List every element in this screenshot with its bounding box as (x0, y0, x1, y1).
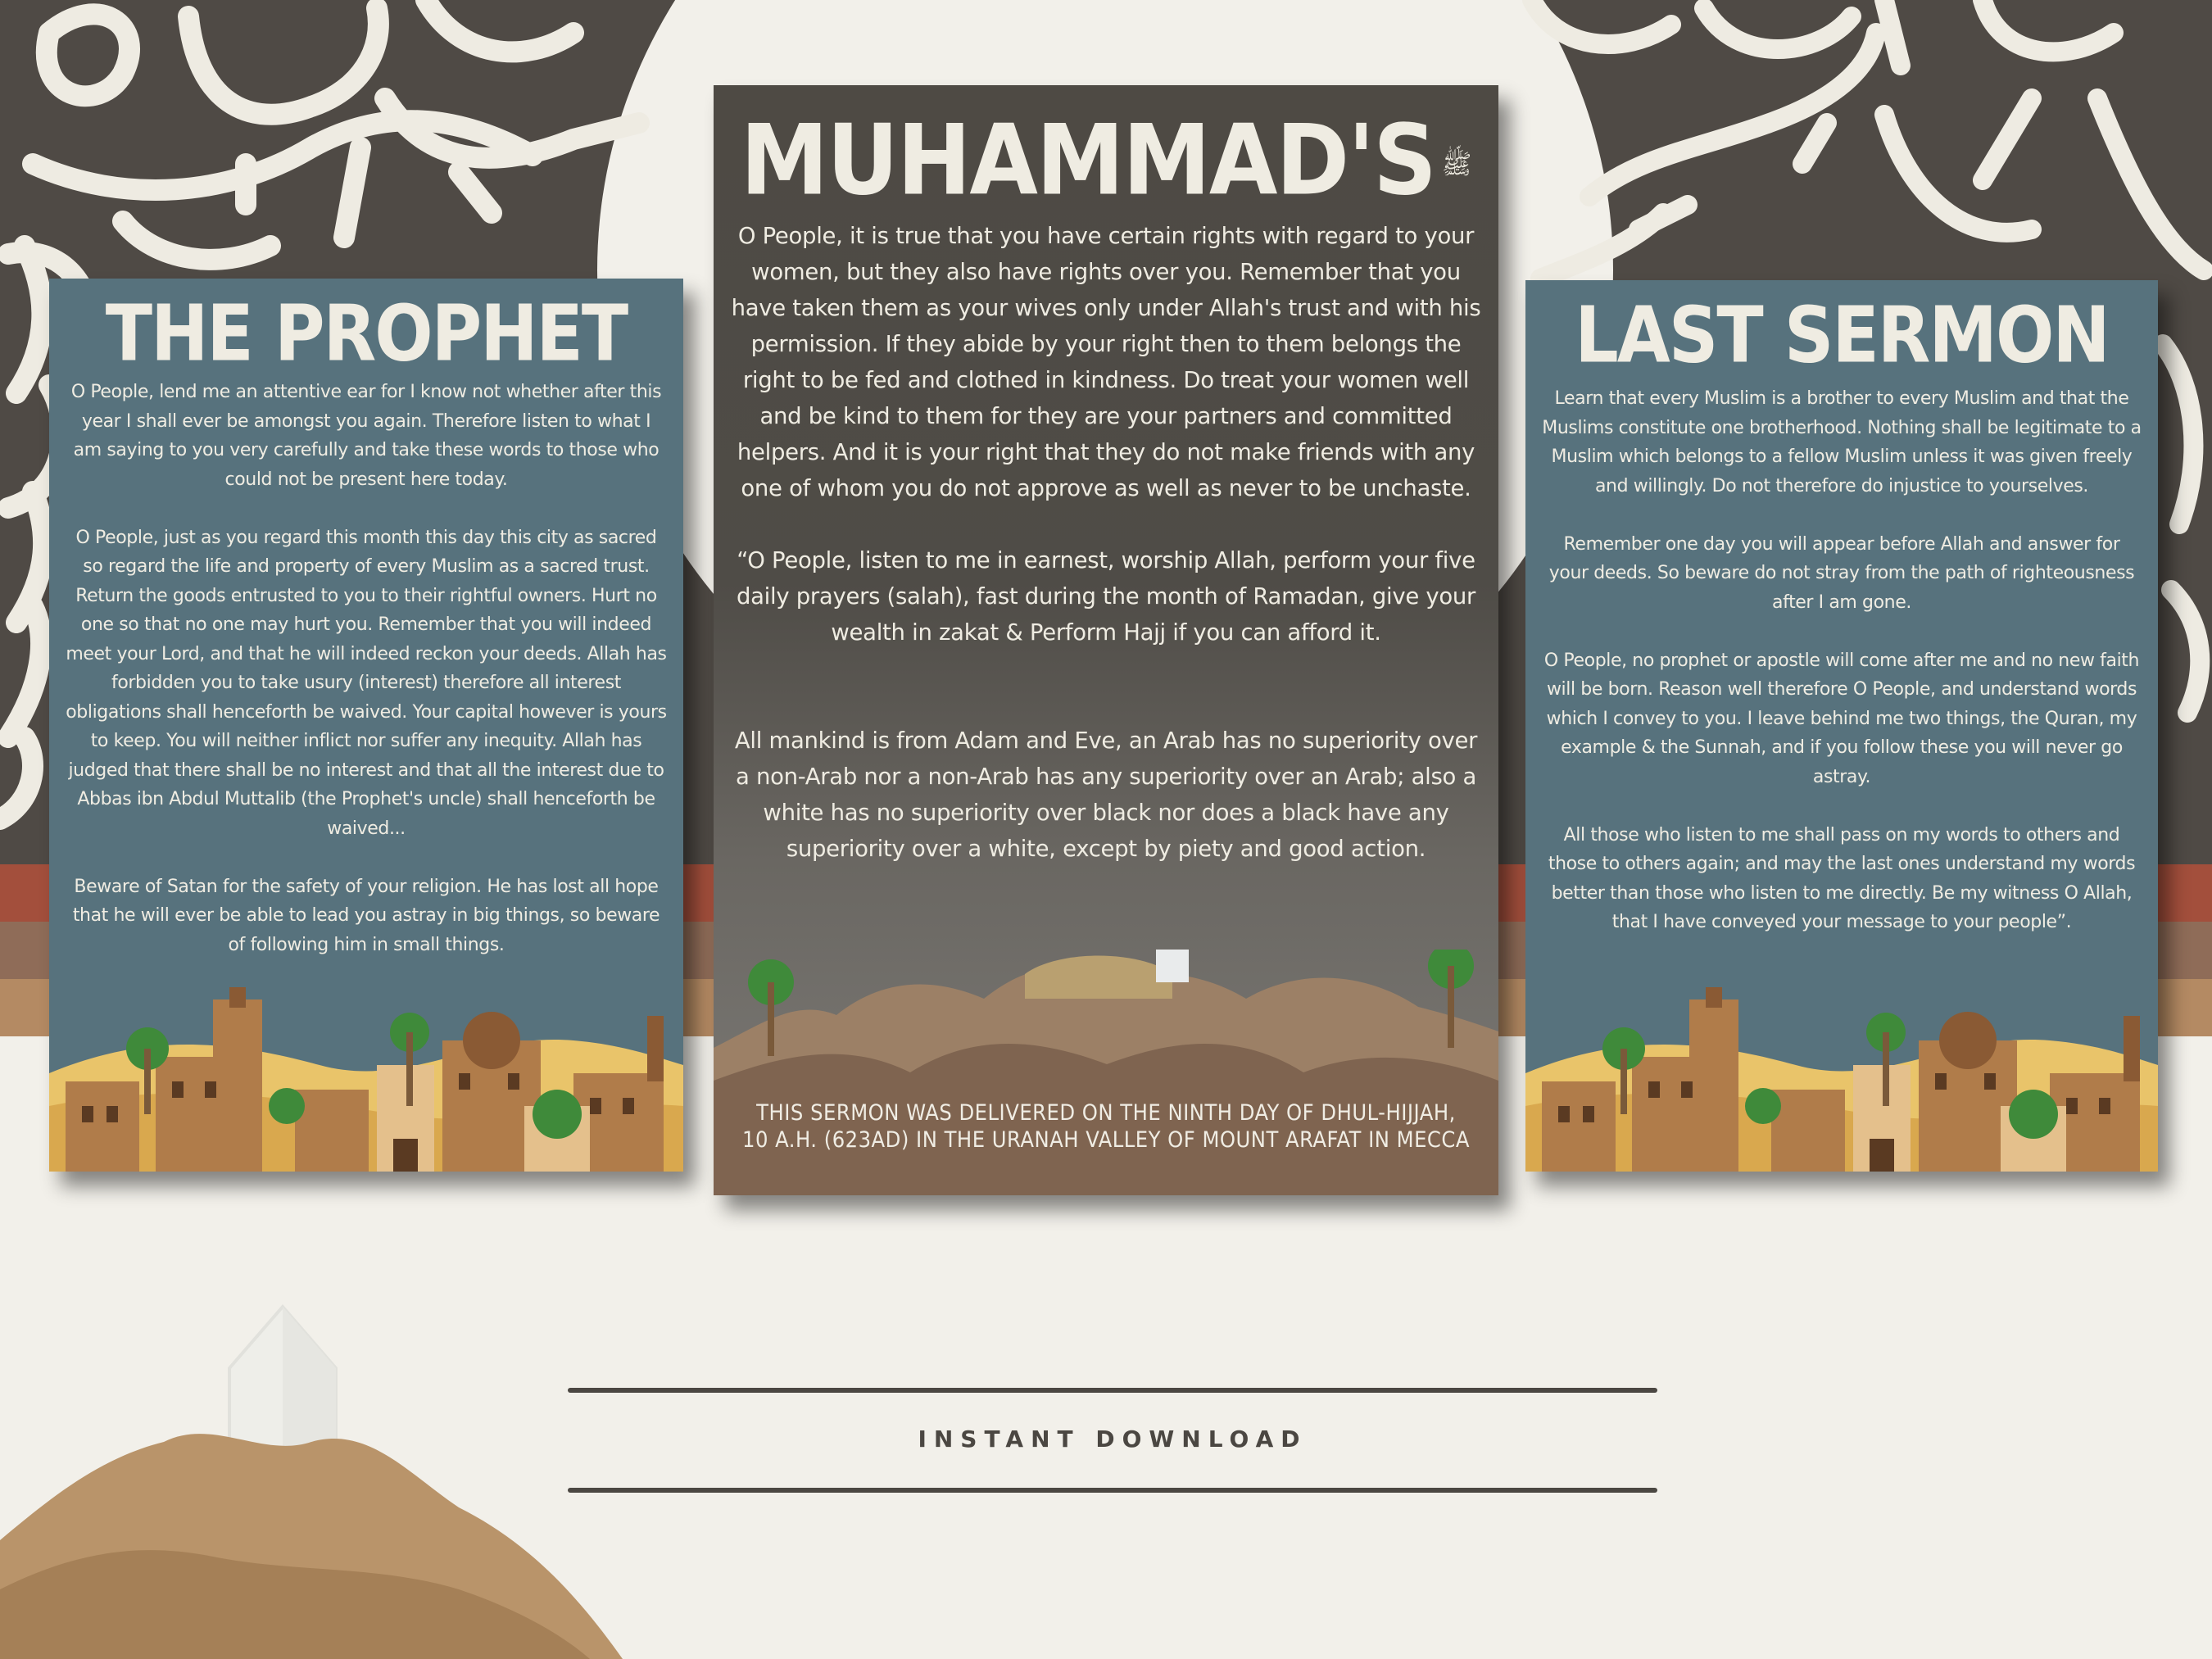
left-poster (49, 279, 683, 1172)
center-paragraph: O People, it is true that you have certain rights with regard to your women, but they also have rights over you. Remember that you have taken them as your wives only under Allah's trust and with his permission. If they abide by your right then to them belongs the right to be fed and clothed in kindness. Do treat your women well and be kind to them for they are your partners and committed helpers. And it is your right that they do not make friends with any one of whom you do not approve as well as never to be unchaste. (731, 223, 1481, 501)
right-paragraph: Learn that every Muslim is a brother to every Muslim and that the Muslims constitute one brotherhood. Nothing shall be legitimate to a Muslim which belongs to a fellow Muslim unless it was given freely and willingly. Do not therefore do injustice to yourselves. (1542, 388, 2142, 496)
right-paragraph: O People, no prophet or apostle will come after me and no new faith will be born. Reason well therefore O People, and understand words which I convey to you. I leave behind me two things, the Quran, my example & the Sunnah, and if you follow these you will never go astray. (1543, 650, 2140, 787)
right-paragraph: All those who listen to me shall pass on my words to others and those to others again; and may the last ones understand my words better than those who listen to me directly. Be my witness O Allah, that I have conveyed your message to your people”. (1548, 824, 2136, 932)
center-poster (714, 85, 1498, 1195)
mountain-obelisk-icon (0, 1294, 737, 1659)
instant-download-label: INSTANT DOWNLOAD (918, 1426, 1308, 1453)
footnote-line: THIS SERMON WAS DELIVERED ON THE NINTH DAY OF DHUL-HIJJAH, (756, 1100, 1456, 1126)
right-poster-body (1542, 384, 2142, 966)
desert-town-icon (1525, 983, 2158, 1172)
center-paragraph: All mankind is from Adam and Eve, an Arab has no superiority over a non-Arab nor a non-Arab has any superiority over an Arab; also a white has no superiority over black nor does a black have any superiority over a white, except by piety and good action. (734, 728, 1478, 862)
center-poster-title (714, 105, 1498, 218)
right-poster (1525, 280, 2158, 1172)
right-paragraph: Remember one day you will appear before Allah and answer for your deeds. So beware do not stray from the path of righteousness after I am gone. (1548, 533, 2135, 613)
honorific-mark: ﷺ (1441, 148, 1472, 180)
desert-town-icon (49, 983, 683, 1172)
divider-bottom (568, 1488, 1657, 1493)
center-paragraph: “O People, listen to me in earnest, worship Allah, perform your five daily prayers (salah), fast during the month of Ramadan, give your wealth in zakat & Perform Hajj if you can afford it. (736, 547, 1476, 646)
left-poster-title: THE PROPHET (105, 288, 628, 378)
right-poster-title: LAST SERMON (1575, 290, 2109, 380)
divider-top (568, 1388, 1657, 1393)
left-poster-body (66, 378, 667, 989)
left-paragraph: O People, just as you regard this month this day this city as sacred so regard the life and property of every Muslim as a sacred trust. Return the goods entrusted to you to their rightful owners. Hurt no one so that no one may hurt you. Remember that you will indeed meet your Lord, and that he will indeed reckon your deeds. Allah has forbidden you to take usury (interest) therefore all interest obligations shall henceforth be waived. Your capital however is yours to keep. You will neither inflict nor suffer any inequity. Allah has judged that there shall be no interest and that all the interest due to Abbas ibn Abdul Muttalib (the Prophet's uncle) shall henceforth be waived... (66, 527, 667, 839)
left-paragraph: Beware of Satan for the safety of your religion. He has lost all hope that he will ever be able to lead you astray in big things, so beware of following him in small things. (72, 876, 660, 955)
sermon-footnote (722, 1099, 1490, 1154)
footnote-line: 10 A.H. (623AD) IN THE URANAH VALLEY OF MOUNT ARAFAT IN MECCA (742, 1127, 1470, 1153)
center-title-text: MUHAMMAD'S (740, 104, 1435, 218)
center-poster-body (728, 218, 1484, 903)
mount-arafat-icon (714, 950, 1498, 1195)
left-paragraph: O People, lend me an attentive ear for I know not whether after this year I shall ever be amongst you again. Therefore listen to what I am saying to you very carefully and take these words to those who could not be present here today. (70, 382, 662, 490)
